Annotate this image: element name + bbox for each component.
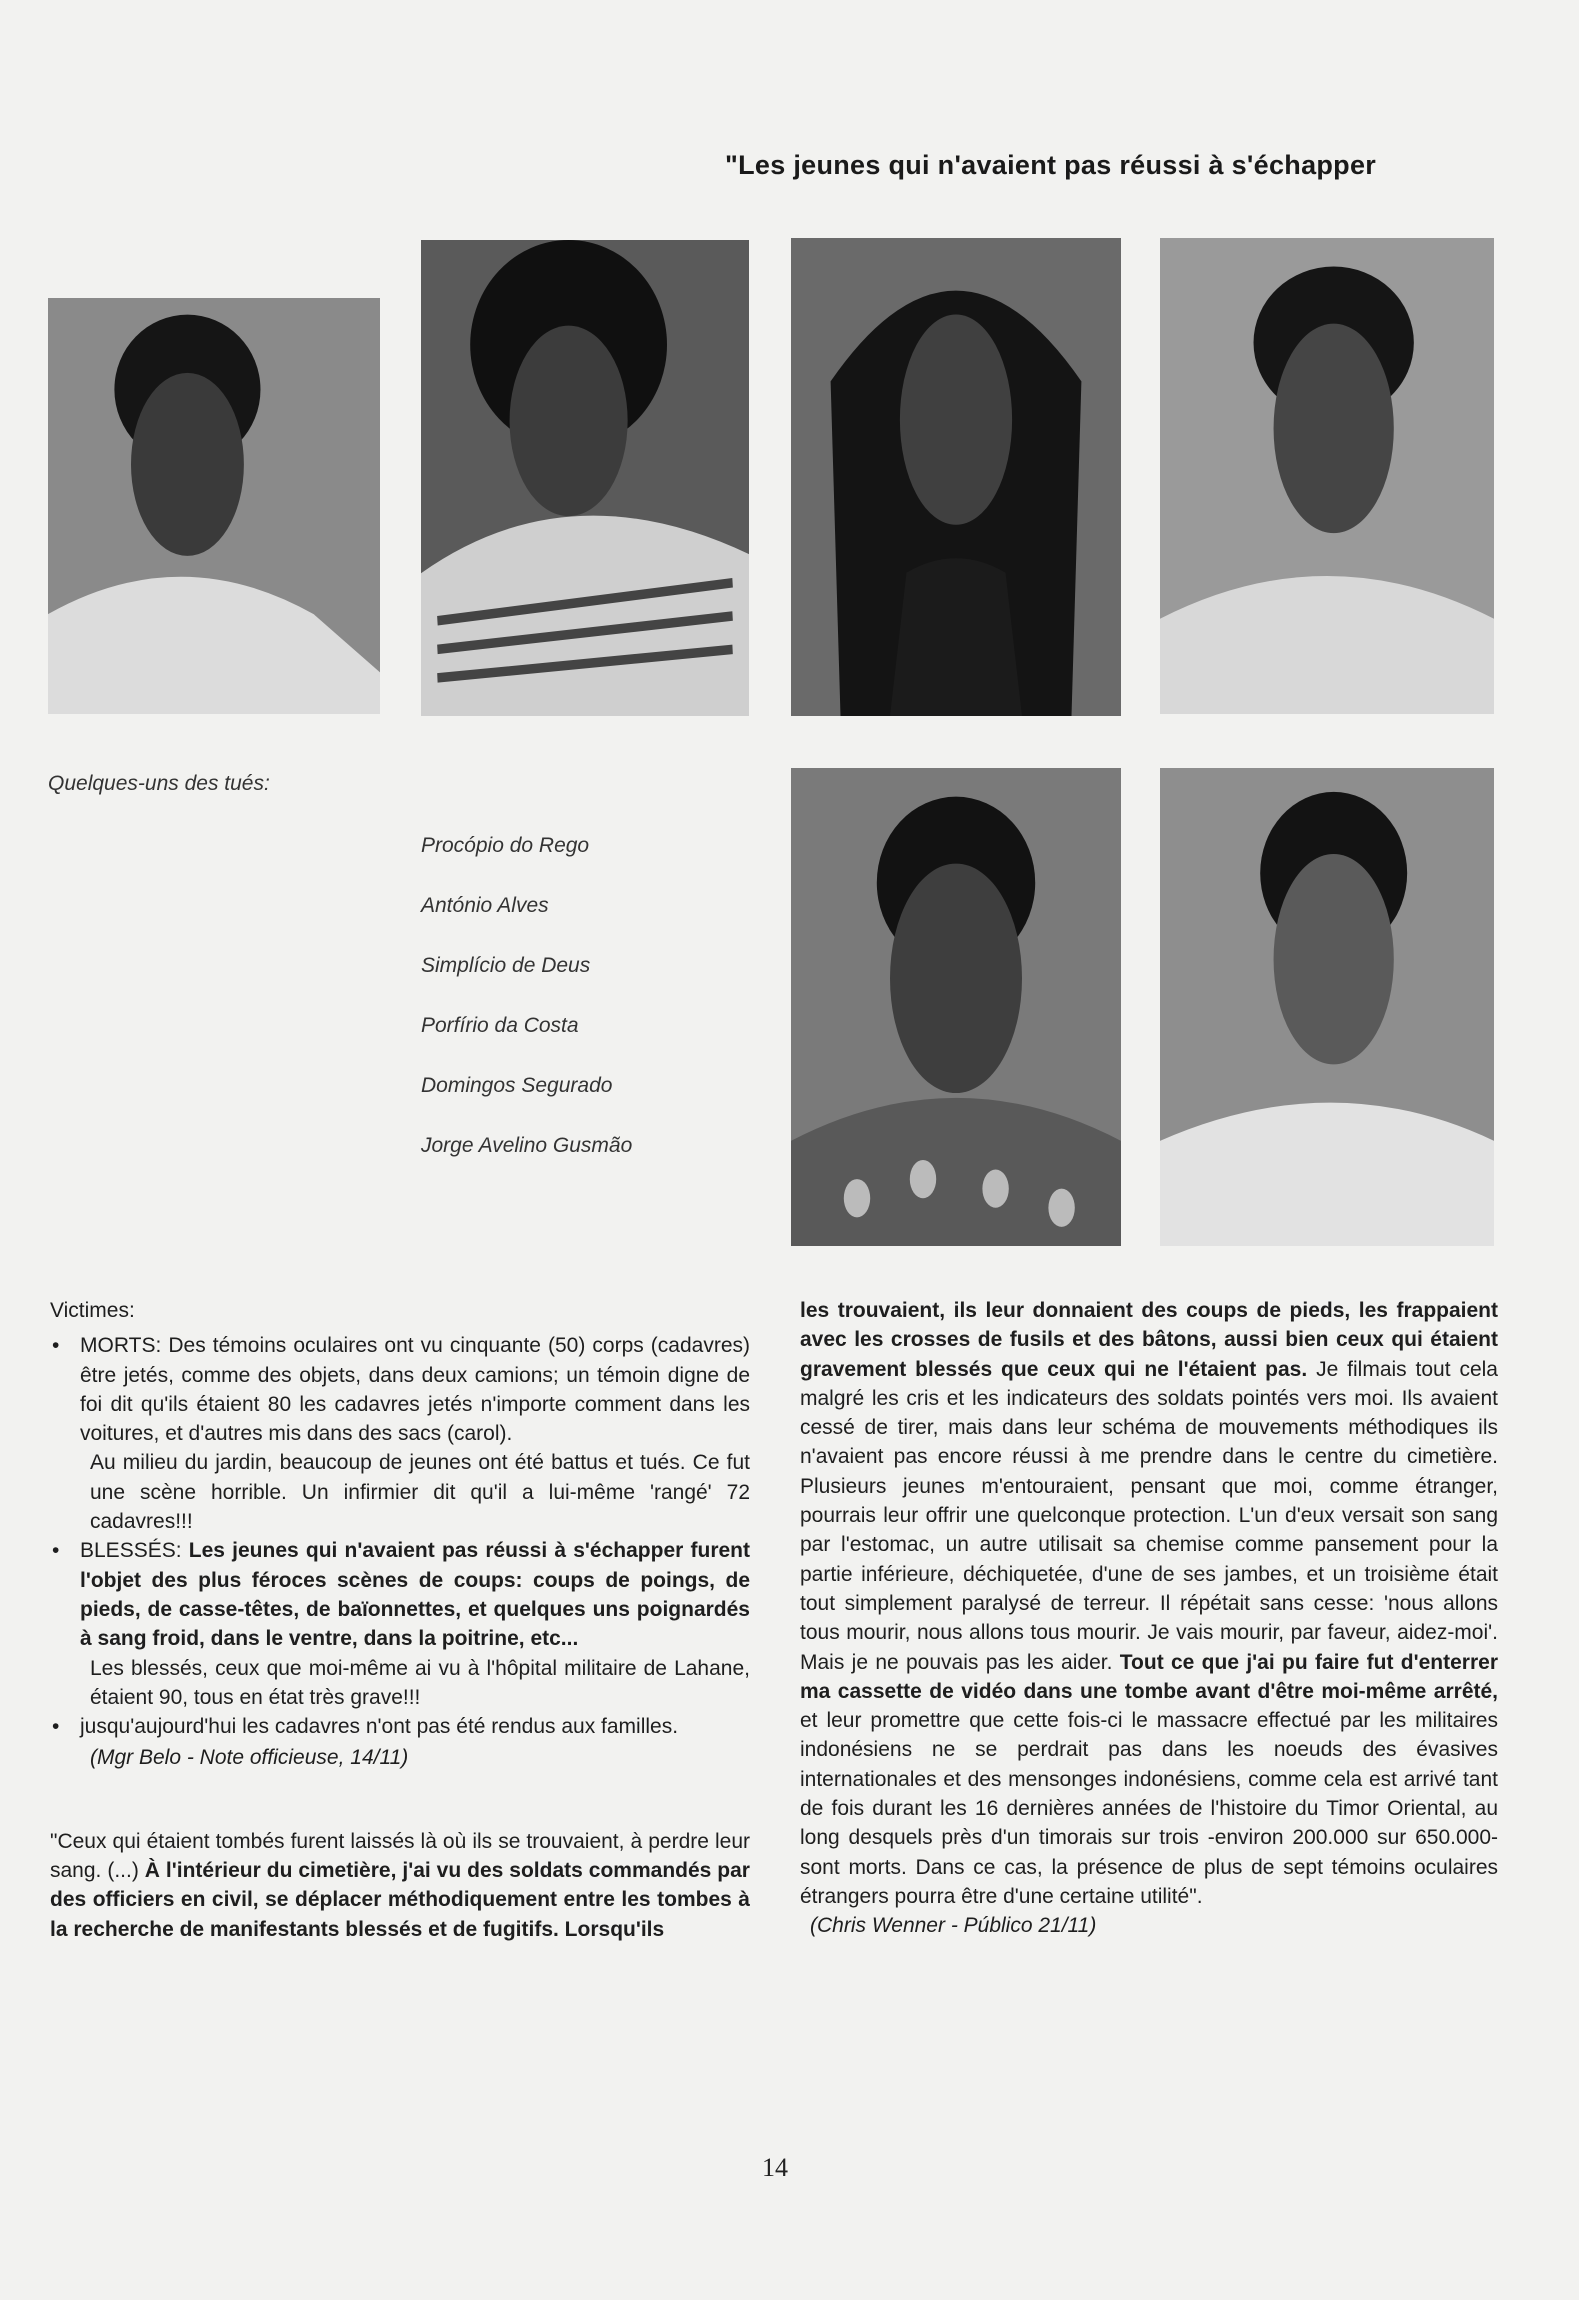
quote-bold-text: À l'intérieur du cimetière, j'ai vu des soldats commandés par des officiers en civil, se déplacer méthodiquement entre les tombes à la recherche de manifestants blessés et de fugitifs. Lorsqu'ils: [50, 1859, 750, 1941]
quote-middle-text: Je filmais tout cela malgré les cris et les indicateurs des soldats pointés vers moi. Ils avaient cessé de tirer, mais dans leur schéma de mouvements méthodiques ils n'avaient pas encore réussi à me prendre dans le centre du cimetière. Plusieurs jeunes m'entouraient, pensant que moi, comme étranger, pourrais leur offrir une quelconque protection. L'un d'eux versait son sang par l'estomac, un autre utilisait sa chemise comme pansement pour la partie inférieure, déchiquetée, d'une de ses jambes, et un troisième était tout simplement paralysé de terreur. Il répétait sans cesse: 'nous allons tous mourir, nous allons tous mourir. Je vais mourir, par faveur, aidez-moi'. Mais je ne pouvais pas les aider.: [800, 1357, 1498, 1674]
quote-bold-start: les trouvaient, ils leur donnaient des coups de pieds, les frappaient avec les crosses de fusils et des bâtons, aussi bien ceux qui étaient gravement blessés que ceux qui ne l'étaient pas.: [800, 1299, 1498, 1381]
portrait-photo-icon: [791, 768, 1121, 1246]
photo-1: [48, 298, 380, 714]
caption-intro: Quelques-uns des tués:: [48, 772, 270, 795]
blesses-item: [50, 1536, 750, 1653]
victim-name: António Alves: [421, 894, 549, 917]
morts-text: Des témoins oculaires ont vu cinquante (50) corps (cadavres) être jetés, comme des objets, dans deux camions; un témoin digne de foi dit qu'ils étaient 80 les cadavres jetés n'importe comment dans les voitures, et d'autres mis dans des sacs (carol).: [80, 1334, 750, 1446]
wenner-quote-continued: [800, 1296, 1498, 1911]
photo-6: [1160, 768, 1494, 1246]
blesses-text: Les jeunes qui n'avaient pas réussi à s'échapper furent l'objet des plus féroces scènes de coups: coups de poings, de pieds, de casse-têtes, de baïonnettes, et quelques uns poignardés à sang froid, dans le ventre, dans la poitrine, etc...: [80, 1539, 750, 1651]
page-number: 14: [762, 2153, 788, 2182]
morts-label: MORTS:: [80, 1334, 162, 1358]
photo-5: [791, 768, 1121, 1246]
photo-3: [791, 238, 1121, 716]
bullet: •: [52, 1715, 60, 1739]
portrait-photo-icon: [48, 298, 380, 714]
cadavres-text: jusqu'aujourd'hui les cadavres n'ont pas été rendus aux familles.: [80, 1715, 679, 1739]
blesses-label: BLESSÉS:: [80, 1539, 182, 1563]
portrait-photo-icon: [1160, 238, 1494, 714]
left-column: [50, 1296, 750, 1944]
victim-name: Simplício de Deus: [421, 954, 591, 977]
victim-name: Domingos Segurado: [421, 1074, 613, 1097]
bullet: •: [52, 1334, 60, 1358]
jardin-paragraph: Au milieu du jardin, beaucoup de jeunes ont été battus et tués. Ce fut une scène horrible. Un infirmier dit qu'il a lui-même 'rangé' 72 cadavres!!!: [90, 1451, 750, 1534]
cadavres-item: [50, 1712, 750, 1741]
wenner-quote-start: [50, 1827, 750, 1944]
photo-4: [1160, 238, 1494, 714]
quote-bold-end: Tout ce que j'ai pu faire fut d'enterrer ma cassette de vidéo dans une tombe avant d'être moi-même arrêté,: [800, 1650, 1498, 1703]
right-column: [800, 1296, 1498, 1941]
victimes-label: Victimes:: [50, 1299, 135, 1322]
source-belo: (Mgr Belo - Note officieuse, 14/11): [90, 1746, 409, 1770]
portrait-photo-icon: [1160, 768, 1494, 1246]
victim-name: Porfírio da Costa: [421, 1014, 579, 1037]
victim-name: Procópio do Rego: [421, 834, 590, 857]
photo-2: [421, 240, 749, 716]
bullet: •: [52, 1539, 60, 1563]
quote-end-text: et leur promettre que cette fois-ci le massacre effectué par les militaires indonésiens ne se perdrait pas dans les noeuds des évasives internationales et des mensonges indonésiens, comme cela est arrivé tant de fois durant les 16 dernières années de l'histoire du Timor Oriental, au long desquels près d'un timorais sur trois -environ 200.000 sur 650.000- sont morts. Dans ce cas, la présence de plus de sept témoins oculaires étrangers pourra être d'une certaine utilité".: [800, 1709, 1498, 1908]
victim-name: Jorge Avelino Gusmão: [421, 1134, 633, 1157]
portrait-photo-icon: [421, 240, 749, 716]
source-wenner: (Chris Wenner - Público 21/11): [810, 1914, 1097, 1938]
hopital-paragraph: Les blessés, ceux que moi-même ai vu à l'hôpital militaire de Lahane, étaient 90, tous en état très grave!!!: [90, 1656, 750, 1709]
quote-text: "Ceux qui étaient tombés furent laissés là où ils se trouvaient, à perdre leur sang. (...): [50, 1829, 750, 1883]
morts-item: [50, 1331, 750, 1448]
portrait-photo-icon: [791, 238, 1121, 716]
victim-name-list: [421, 834, 632, 1194]
page-headline: "Les jeunes qui n'avaient pas réussi à s'échapper: [725, 150, 1377, 180]
